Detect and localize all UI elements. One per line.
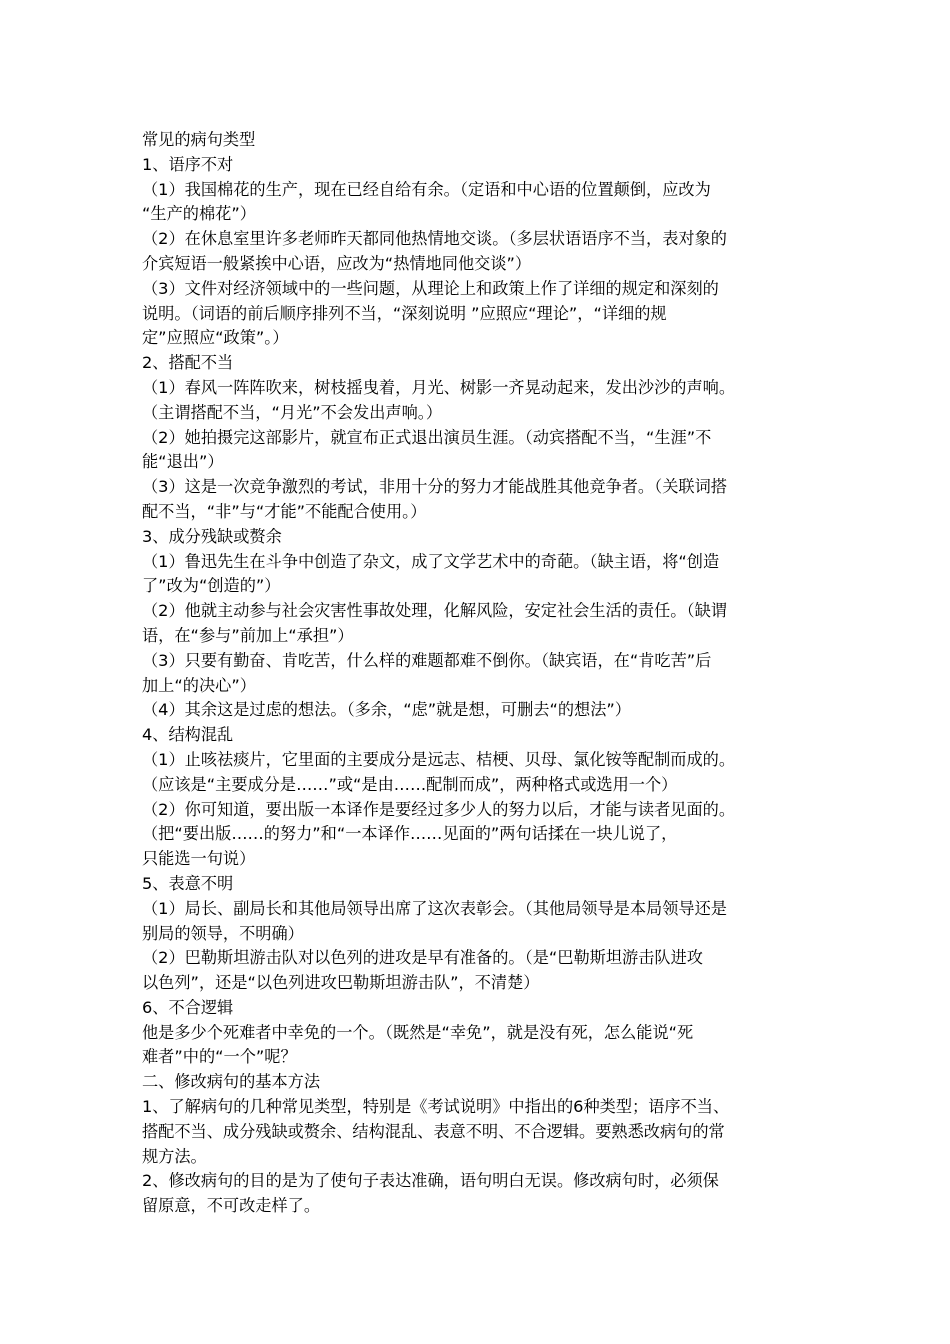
text-line: （2）巴勒斯坦游击队对以色列的进攻是早有准备的。（是“巴勒斯坦游击队进攻 (142, 948, 703, 968)
section-title-methods: 二、修改病句的基本方法 (142, 1072, 321, 1092)
text-line: （2）他就主动参与社会灾害性事故处理，化解风险，安定社会生活的责任。（缺谓 (142, 601, 727, 621)
text-line: （1）止咳祛痰片，它里面的主要成分是远志、桔梗、贝母、氯化铵等配制而成的。 (142, 749, 736, 769)
heading-incomplete-redundant: 3、成分残缺或赘余 (142, 526, 282, 546)
text-line: 留原意，不可改走样了。 (142, 1196, 321, 1216)
heading-illogical: 6、不合逻辑 (142, 997, 234, 1017)
text-line: （1）鲁迅先生在斗争中创造了杂文，成了文学艺术中的奇葩。（缺主语，将“创造 (142, 551, 720, 571)
heading-word-order: 1、语序不对 (142, 154, 234, 174)
text-line: 加上“的决心”） (142, 675, 256, 695)
text-line: 难者”中的“一个”呢？ (142, 1047, 297, 1067)
text-line: 说明。（词语的前后顺序排列不当，“深刻说明 ”应照应“理论”，“详细的规 (142, 303, 667, 323)
text-line: 他是多少个死难者中幸免的一个。（既然是“幸免”，就是没有死，怎么能说“死 (142, 1022, 694, 1042)
text-line: 搭配不当、成分残缺或赘余、结构混乱、表意不明、不合逻辑。要熟悉改病句的常 (142, 1121, 725, 1141)
text-line: 介宾短语一般紧挨中心语，应改为“热情地同他交谈”） (142, 253, 532, 273)
text-line: （1）局长、副局长和其他局领导出席了这次表彰会。（其他局领导是本局领导还是 (142, 898, 727, 918)
text-line: 1、了解病句的几种常见类型，特别是《考试说明》中指出的6种类型；语序不当、 (142, 1097, 730, 1117)
text-line: （2）在休息室里许多老师昨天都同他热情地交谈。（多层状语语序不当，表对象的 (142, 229, 727, 249)
text-line: 只能选一句说） (142, 849, 256, 869)
text-line: “生产的棉花”） (142, 204, 256, 224)
heading-unclear-meaning: 5、表意不明 (142, 873, 234, 893)
text-line: （1）我国棉花的生产，现在已经自给有余。（定语和中心语的位置颠倒，应改为 (142, 179, 711, 199)
text-line: 能“退出”） (142, 452, 224, 472)
text-line: （3）文件对经济领域中的一些问题，从理论上和政策上作了详细的规定和深刻的 (142, 278, 719, 298)
text-line: 以色列”，还是“以色列进攻巴勒斯坦游击队”，不清楚） (142, 973, 540, 993)
text-line: （2）她拍摄完这部影片，就宣布正式退出演员生涯。（动宾搭配不当，“生涯”不 (142, 427, 712, 447)
text-line: 2、修改病句的目的是为了使句子表达准确，语句明白无误。修改病句时，必须保 (142, 1171, 719, 1191)
text-line: （2）你可知道，要出版一本译作是要经过多少人的努力以后，才能与读者见面的。 (142, 799, 736, 819)
text-line: 配不当，“非”与“才能”不能配合使用。） (142, 501, 427, 521)
text-line: 定”应照应“政策”。） (142, 328, 289, 348)
text-line: （1）春风一阵阵吹来，树枝摇曳着，月光、树影一齐晃动起来，发出沙沙的声响。 (142, 377, 736, 397)
text-line: （3）这是一次竞争激烈的考试，非用十分的努力才能战胜其他竞争者。（关联词搭 (142, 477, 727, 497)
text-line: （把“要出版……的努力”和“一本译作……见面的”两句话揉在一块儿说了， (142, 824, 678, 844)
section-title: 常见的病句类型 (142, 130, 256, 149)
text-line: 别局的领导，不明确） (142, 923, 304, 943)
text-line: （3）只要有勤奋、肯吃苦，什么样的难题都难不倒你。（缺宾语，在“肯吃苦”后 (142, 650, 712, 670)
heading-structure: 4、结构混乱 (142, 725, 234, 745)
document-body (142, 128, 812, 1219)
text-line: （4）其余这是过虑的想法。（多余，“虑”就是想，可删去“的想法”） (142, 700, 631, 720)
text-line: 语，在“参与”前加上“承担”） (142, 625, 354, 645)
text-line: （主谓搭配不当，“月光”不会发出声响。） (142, 402, 443, 422)
text-line: 规方法。 (142, 1146, 207, 1166)
heading-collocation: 2、搭配不当 (142, 353, 234, 373)
text-line: 了”改为“创造的”） (142, 576, 281, 596)
text-line: （应该是“主要成分是……”或“是由……配制而成”，两种格式或选用一个） (142, 774, 678, 794)
